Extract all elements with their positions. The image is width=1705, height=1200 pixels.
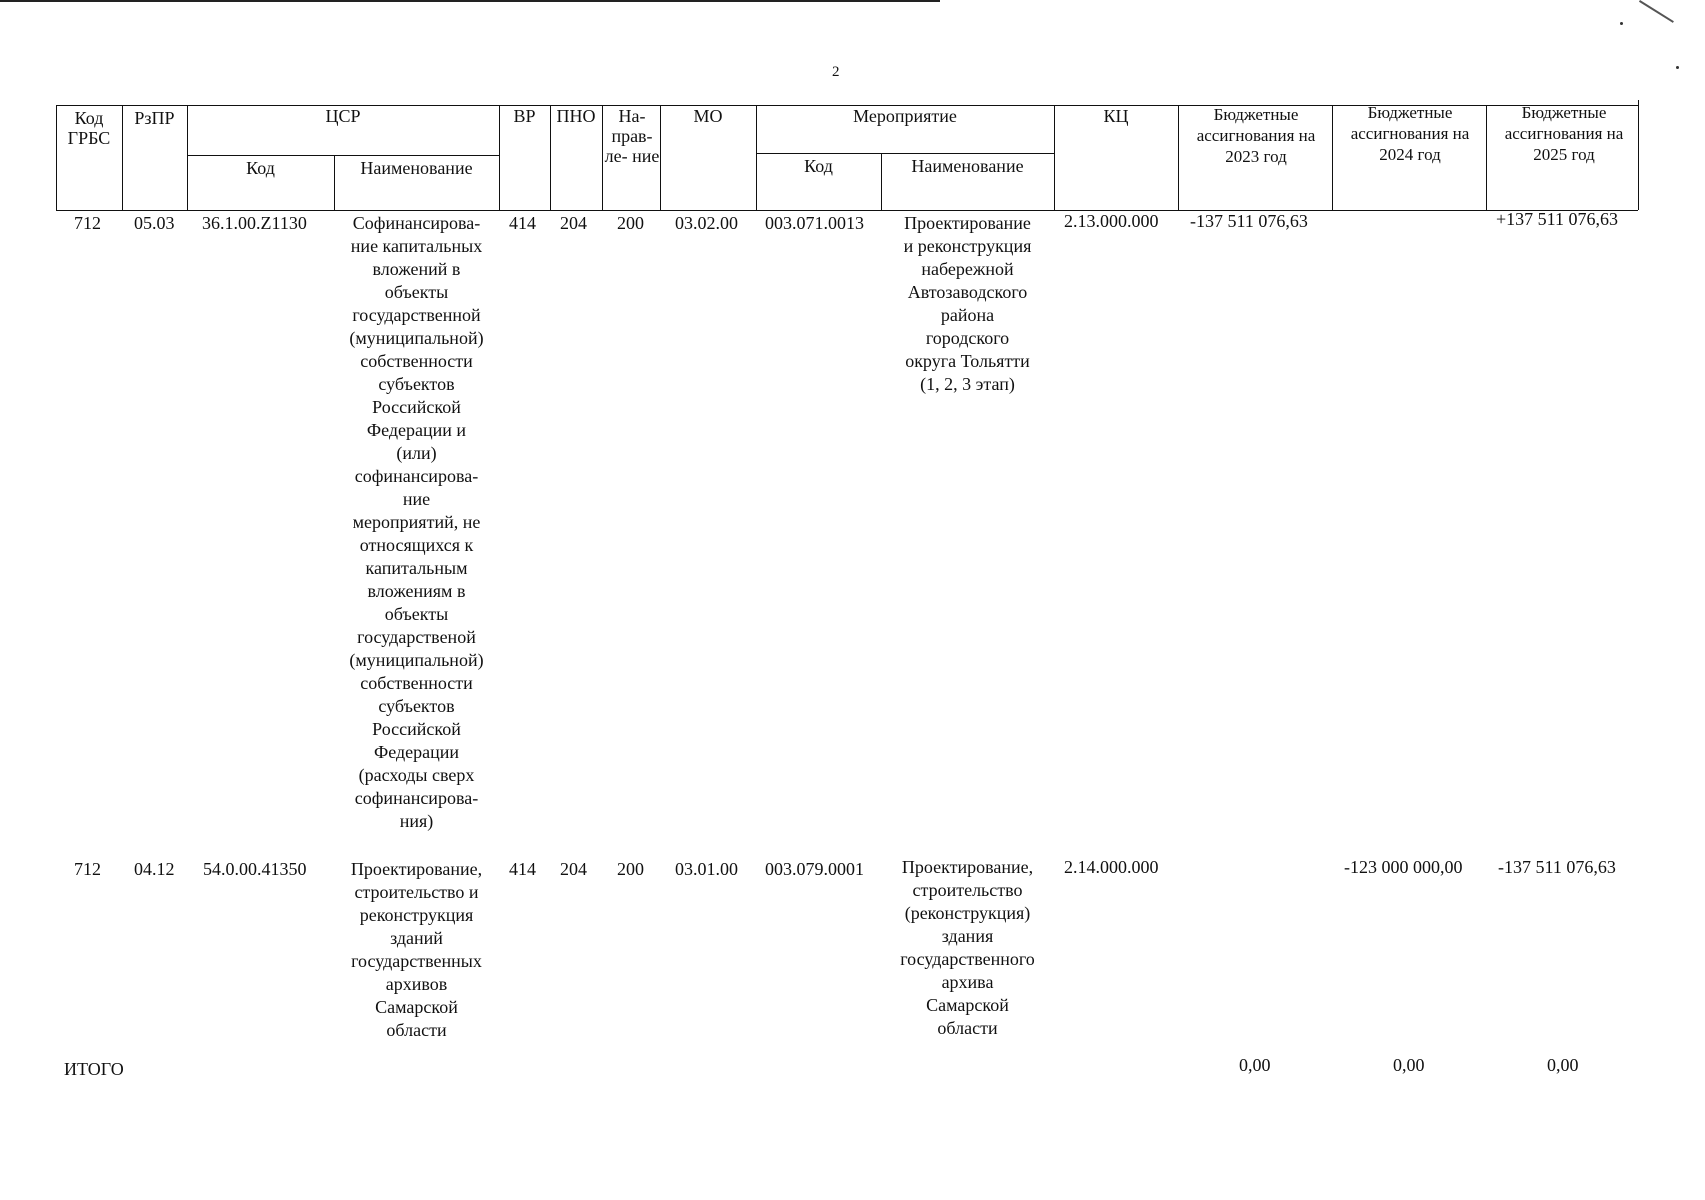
name-line: Самарской <box>375 997 458 1017</box>
cell-napr: 200 <box>617 859 644 879</box>
cell-csr-kod: 54.0.00.41350 <box>203 859 307 879</box>
scan-speck <box>1676 66 1679 69</box>
name-line: софинансирова- <box>354 788 479 808</box>
name-line: здания <box>941 926 994 946</box>
name-line: и реконструкция <box>903 236 1032 256</box>
total-budget-2025: 0,00 <box>1547 1055 1579 1075</box>
name-line: мероприятий, не <box>352 512 481 532</box>
cell-napr: 200 <box>617 213 644 233</box>
cell-mo: 03.01.00 <box>675 859 738 879</box>
name-line: архивов <box>385 974 448 994</box>
header-napr: На- прав- ле- ние <box>604 106 660 166</box>
cell-meropr-kod: 003.071.0013 <box>765 213 864 233</box>
name-line: государственного <box>900 949 1035 969</box>
header-meropr: Мероприятие <box>853 106 957 126</box>
header-budget-2023: Бюджетные ассигнования на 2023 год <box>1196 105 1316 166</box>
header-meropr-kod: Код <box>804 156 833 176</box>
cell-meropr-name <box>881 856 1054 1040</box>
cell-kc: 2.14.000.000 <box>1064 857 1159 877</box>
name-line: собственности <box>360 351 473 371</box>
total-budget-2024: 0,00 <box>1393 1055 1425 1075</box>
cell-grbs: 712 <box>74 213 101 233</box>
cell-grbs: 712 <box>74 859 101 879</box>
scan-speck <box>1620 22 1623 25</box>
name-line: ния) <box>399 811 434 831</box>
name-line: (или) <box>396 443 437 463</box>
name-line: Софинансирова- <box>352 213 481 233</box>
name-line: ние капитальных <box>350 236 483 256</box>
name-line: городского <box>925 328 1010 348</box>
cell-rzpr: 04.12 <box>134 859 175 879</box>
cell-rzpr: 05.03 <box>134 213 175 233</box>
cell-vr: 414 <box>509 213 536 233</box>
name-line: капитальным <box>365 558 468 578</box>
header-budget-2025: Бюджетные ассигнования на 2025 год <box>1504 103 1624 164</box>
name-line: Самарской <box>926 995 1009 1015</box>
scan-corner-mark <box>1639 0 1674 23</box>
total-label: ИТОГО <box>64 1059 124 1079</box>
cell-budget-2025: -137 511 076,63 <box>1498 857 1616 877</box>
name-line: строительство <box>912 880 1023 900</box>
cell-pno: 204 <box>560 859 587 879</box>
name-line: Автозаводского <box>907 282 1028 302</box>
name-line: округа Тольятти <box>905 351 1030 371</box>
name-line: (расходы сверх <box>358 765 475 785</box>
name-line: Проектирование, <box>350 859 483 879</box>
cell-pno: 204 <box>560 213 587 233</box>
name-line: строительство и <box>354 882 479 902</box>
header-rzpr: РзПР <box>134 108 175 128</box>
name-line: Российской <box>372 397 461 417</box>
name-line: ние <box>402 489 431 509</box>
cell-budget-2025: +137 511 076,63 <box>1496 209 1618 229</box>
name-line: субъектов <box>378 374 455 394</box>
name-line: вложениям в <box>367 581 466 601</box>
cell-csr-kod: 36.1.00.Z1130 <box>202 213 307 233</box>
cell-meropr-name <box>881 212 1054 396</box>
total-budget-2023: 0,00 <box>1239 1055 1271 1075</box>
name-line: (муниципальной) <box>349 328 484 348</box>
header-vr: ВР <box>513 106 536 126</box>
name-line: собственности <box>360 673 473 693</box>
name-line: объекты <box>384 604 449 624</box>
name-line: (1, 2, 3 этап) <box>920 374 1015 394</box>
header-kod-grbs: Код ГРБС <box>67 108 111 148</box>
cell-budget-2024: -123 000 000,00 <box>1344 857 1463 877</box>
header-csr-name: Наименование <box>360 158 473 178</box>
cell-meropr-kod: 003.079.0001 <box>765 859 864 879</box>
header-csr: ЦСР <box>325 106 361 126</box>
name-line: объекты <box>384 282 449 302</box>
name-line: области <box>937 1018 998 1038</box>
cell-kc: 2.13.000.000 <box>1064 211 1159 231</box>
name-line: государственной <box>352 305 481 325</box>
cell-budget-2023: -137 511 076,63 <box>1190 211 1308 231</box>
name-line: субъектов <box>378 696 455 716</box>
header-pno: ПНО <box>556 106 596 126</box>
name-line: зданий <box>390 928 443 948</box>
header-mo: МО <box>693 106 723 126</box>
header-kc: КЦ <box>1103 106 1129 126</box>
name-line: вложений в <box>372 259 461 279</box>
name-line: области <box>386 1020 447 1040</box>
header-csr-kod: Код <box>246 158 275 178</box>
header-budget-2024: Бюджетные ассигнования на 2024 год <box>1350 103 1470 164</box>
name-line: (реконструкция) <box>904 903 1031 923</box>
name-line: района <box>940 305 995 325</box>
page-number: 2 <box>832 64 840 80</box>
name-line: Российской <box>372 719 461 739</box>
name-line: архива <box>941 972 994 992</box>
name-line: государственой <box>357 627 476 647</box>
cell-csr-name <box>334 858 499 1042</box>
name-line: софинансирова- <box>354 466 479 486</box>
name-line: (муниципальной) <box>349 650 484 670</box>
name-line: реконструкция <box>359 905 474 925</box>
cell-mo: 03.02.00 <box>675 213 738 233</box>
header-meropr-name: Наименование <box>911 156 1024 176</box>
cell-vr: 414 <box>509 859 536 879</box>
name-line: набережной <box>921 259 1014 279</box>
name-line: Федерации и <box>366 420 467 440</box>
scan-top-edge <box>0 0 940 2</box>
name-line: Проектирование <box>904 213 1031 233</box>
name-line: государственных <box>351 951 482 971</box>
name-line: относящихся к <box>359 535 474 555</box>
name-line: Федерации <box>373 742 459 762</box>
name-line: Проектирование, <box>901 857 1034 877</box>
cell-csr-name <box>334 212 499 833</box>
